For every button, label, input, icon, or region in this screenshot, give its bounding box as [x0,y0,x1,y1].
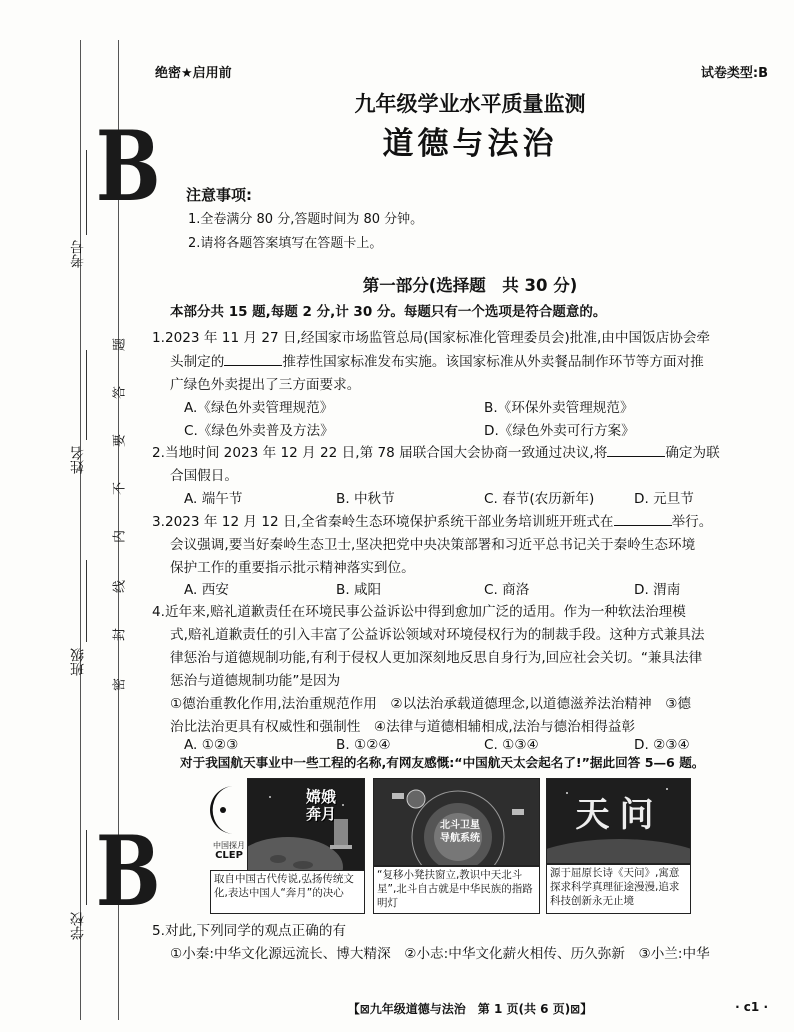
q4-option-b: B. ①②④ [336,737,391,753]
q3-line2: 会议强调,要当好秦岭生态卫士,坚决把党中央决策部署和习近平总书记关于秦岭生态环境 [170,537,696,553]
q3-line1-post: 举行。 [671,514,713,530]
exam-number-label: 考号 [70,240,86,268]
q3-option-d: D. 渭南 [634,582,681,598]
q5-line2: ①小秦:中华文化源远流长、博大精深 ②小志:中华文化薪火相传、历久弥新 ③小兰:中华 [170,946,710,962]
q4-line4: 惩治与道德规制功能”是因为 [170,673,341,689]
q2-line1 [152,441,772,461]
seal-char-3: 要 [112,434,128,448]
q2-line1-pre: 2.当地时间 2023 年 12 月 22 日,第 78 届联合国大会协商一致通过决议,将 [152,445,608,461]
photo-change-e [247,778,365,872]
subject-title: 道德与法治 [382,126,558,162]
q3-option-b: B. 咸阳 [336,582,382,598]
q2-line1-post: 确定为联 [665,445,720,461]
q1-line1: 1.2023 年 11 月 27 日,经国家市场监管总局(国家标准化管理委员会)批准,由中国饭店协会牵 [152,330,711,346]
seal-char-2: 答 [112,386,128,400]
exam-title: 九年级学业水平质量监测 [354,92,586,116]
q4-line3: 律惩治与道德规制功能,有利于侵权人更加深刻地反思自身行为,回应社会关切。“兼具法律 [170,650,703,666]
q3-line1 [152,510,772,530]
q1-line2-post: 推荐性国家标准发布实施。该国家标准从外卖餐品制作环节等方面对推 [282,354,704,370]
photo-tianwen [546,778,691,864]
q4-line2: 式,赔礼道歉责任的引入丰富了公益诉讼领域对环境侵权行为的制裁手段。这种方式兼具法 [170,627,705,643]
seal-char-4: 不 [112,482,128,496]
q4-option-a: A. ①②③ [184,737,239,753]
q1-option-b: B.《环保外卖管理规范》 [484,400,634,416]
seal-char-8: 密 [112,678,128,692]
q1-line3: 广绿色外卖提出了三方面要求。 [170,377,361,393]
note-item: 2.请将各题答案填写在答题卡上。 [188,236,383,251]
paper-type-label: 试卷类型:B [700,66,768,81]
q2-option-c: C. 春节(农历新年) [484,491,595,507]
q3-line3: 保护工作的重要指示批示精神落实到位。 [170,560,415,576]
binding-line-outer [80,40,81,1020]
q1-option-a: A.《绿色外卖管理规范》 [184,400,334,416]
note-item: 1.全卷满分 80 分,答题时间为 80 分钟。 [188,212,424,227]
q4-line1: 4.近年来,赔礼道歉责任在环境民事公益诉讼中得到愈加广泛的适用。作为一种软法治理模 [152,604,686,620]
caption-change-e: 取自中国古代传说,弘扬传统文化,表达中国人“奔月”的决心 [210,870,365,914]
section-title: 第一部分(选择题 共 30 分) [362,276,578,295]
q1-blank [224,354,282,366]
seal-char-1: 题 [112,338,128,352]
clep-logo [208,780,248,870]
q5-line1: 5.对此,下列同学的观点正确的有 [152,923,347,939]
q1-option-d: D.《绿色外卖可行方案》 [484,423,635,439]
q2-option-d: D. 元旦节 [634,491,694,507]
caption-tianwen: 源于屈原长诗《天问》,寓意探求科学真理征途漫漫,追求科技创新永无止境 [546,864,691,914]
photo1-overlay-text: 嫦娥 奔月 [306,788,337,823]
moon-logo-icon [208,780,248,840]
photo-beidou [373,778,540,866]
q3-option-a: A. 西安 [184,582,229,598]
q4-option-d: D. ②③④ [634,737,690,753]
q3-blank [614,514,672,526]
seal-char-7: 封 [112,628,128,642]
q2-option-b: B. 中秋节 [336,491,395,507]
notes-title: 注意事项: [186,186,252,204]
material-intro: 对于我国航天事业中一些工程的名称,有网友感慨:“中国航天太会起名了!”据此回答 5—6 题。 [180,755,705,770]
section-intro: 本部分共 15 题,每题 2 分,计 30 分。每题只有一个选项是符合题意的。 [170,304,607,320]
paper-type-letter-top: B [95,110,158,223]
page-footer: 【⊠九年级道德与法治 第 1 页(共 6 页)⊠】 [347,1002,593,1016]
seal-char-5: 内 [112,530,128,544]
school-line [86,830,87,905]
q3-line1-pre: 3.2023 年 12 月 12 日,全省秦岭生态环境保护系统干部业务培训班开班式在 [152,514,614,530]
q2-line2: 合国假日。 [170,468,238,484]
name-line [86,350,87,440]
q1-line2-pre: 头制定的 [170,354,225,370]
paper-type-letter-bottom: B [95,815,158,928]
photo3-overlay-text: 天问 [575,795,664,835]
q4-line6: 治比法治更具有权威性和强制性 ④法律与道德相辅相成,法治与德治相得益彰 [170,719,636,735]
clep-logo-cn: 中国探月 [213,841,245,850]
name-label: 姓名 [70,446,86,474]
school-label: 学校 [70,912,86,940]
q4-line5: ①德治重教化作用,法治重规范作用 ②以法治承载道德理念,以道德滋养法治精神 ③德 [170,696,691,712]
q4-option-c: C. ①③④ [484,737,539,753]
page-code: · c1 · [735,1000,768,1014]
q2-option-a: A. 端午节 [184,491,243,507]
seal-char-6: 线 [112,580,128,594]
q1-option-c: C.《绿色外卖普及方法》 [184,423,334,439]
binding-strip [0,0,158,1032]
class-line [86,560,87,642]
photo2-overlay-text: 北斗卫星 导航系统 [440,820,480,844]
q3-option-c: C. 商洛 [484,582,530,598]
exam-number-line [86,150,87,235]
q1-line2 [170,350,790,370]
q2-blank [607,445,665,457]
secret-label: 绝密★启用前 [155,66,232,81]
class-label: 班级 [70,648,86,676]
caption-beidou: “复移小凳扶窗立,教识中天北斗星”,北斗自古就是中华民族的指路明灯 [373,866,540,914]
clep-logo-en: CLEP [215,850,243,861]
